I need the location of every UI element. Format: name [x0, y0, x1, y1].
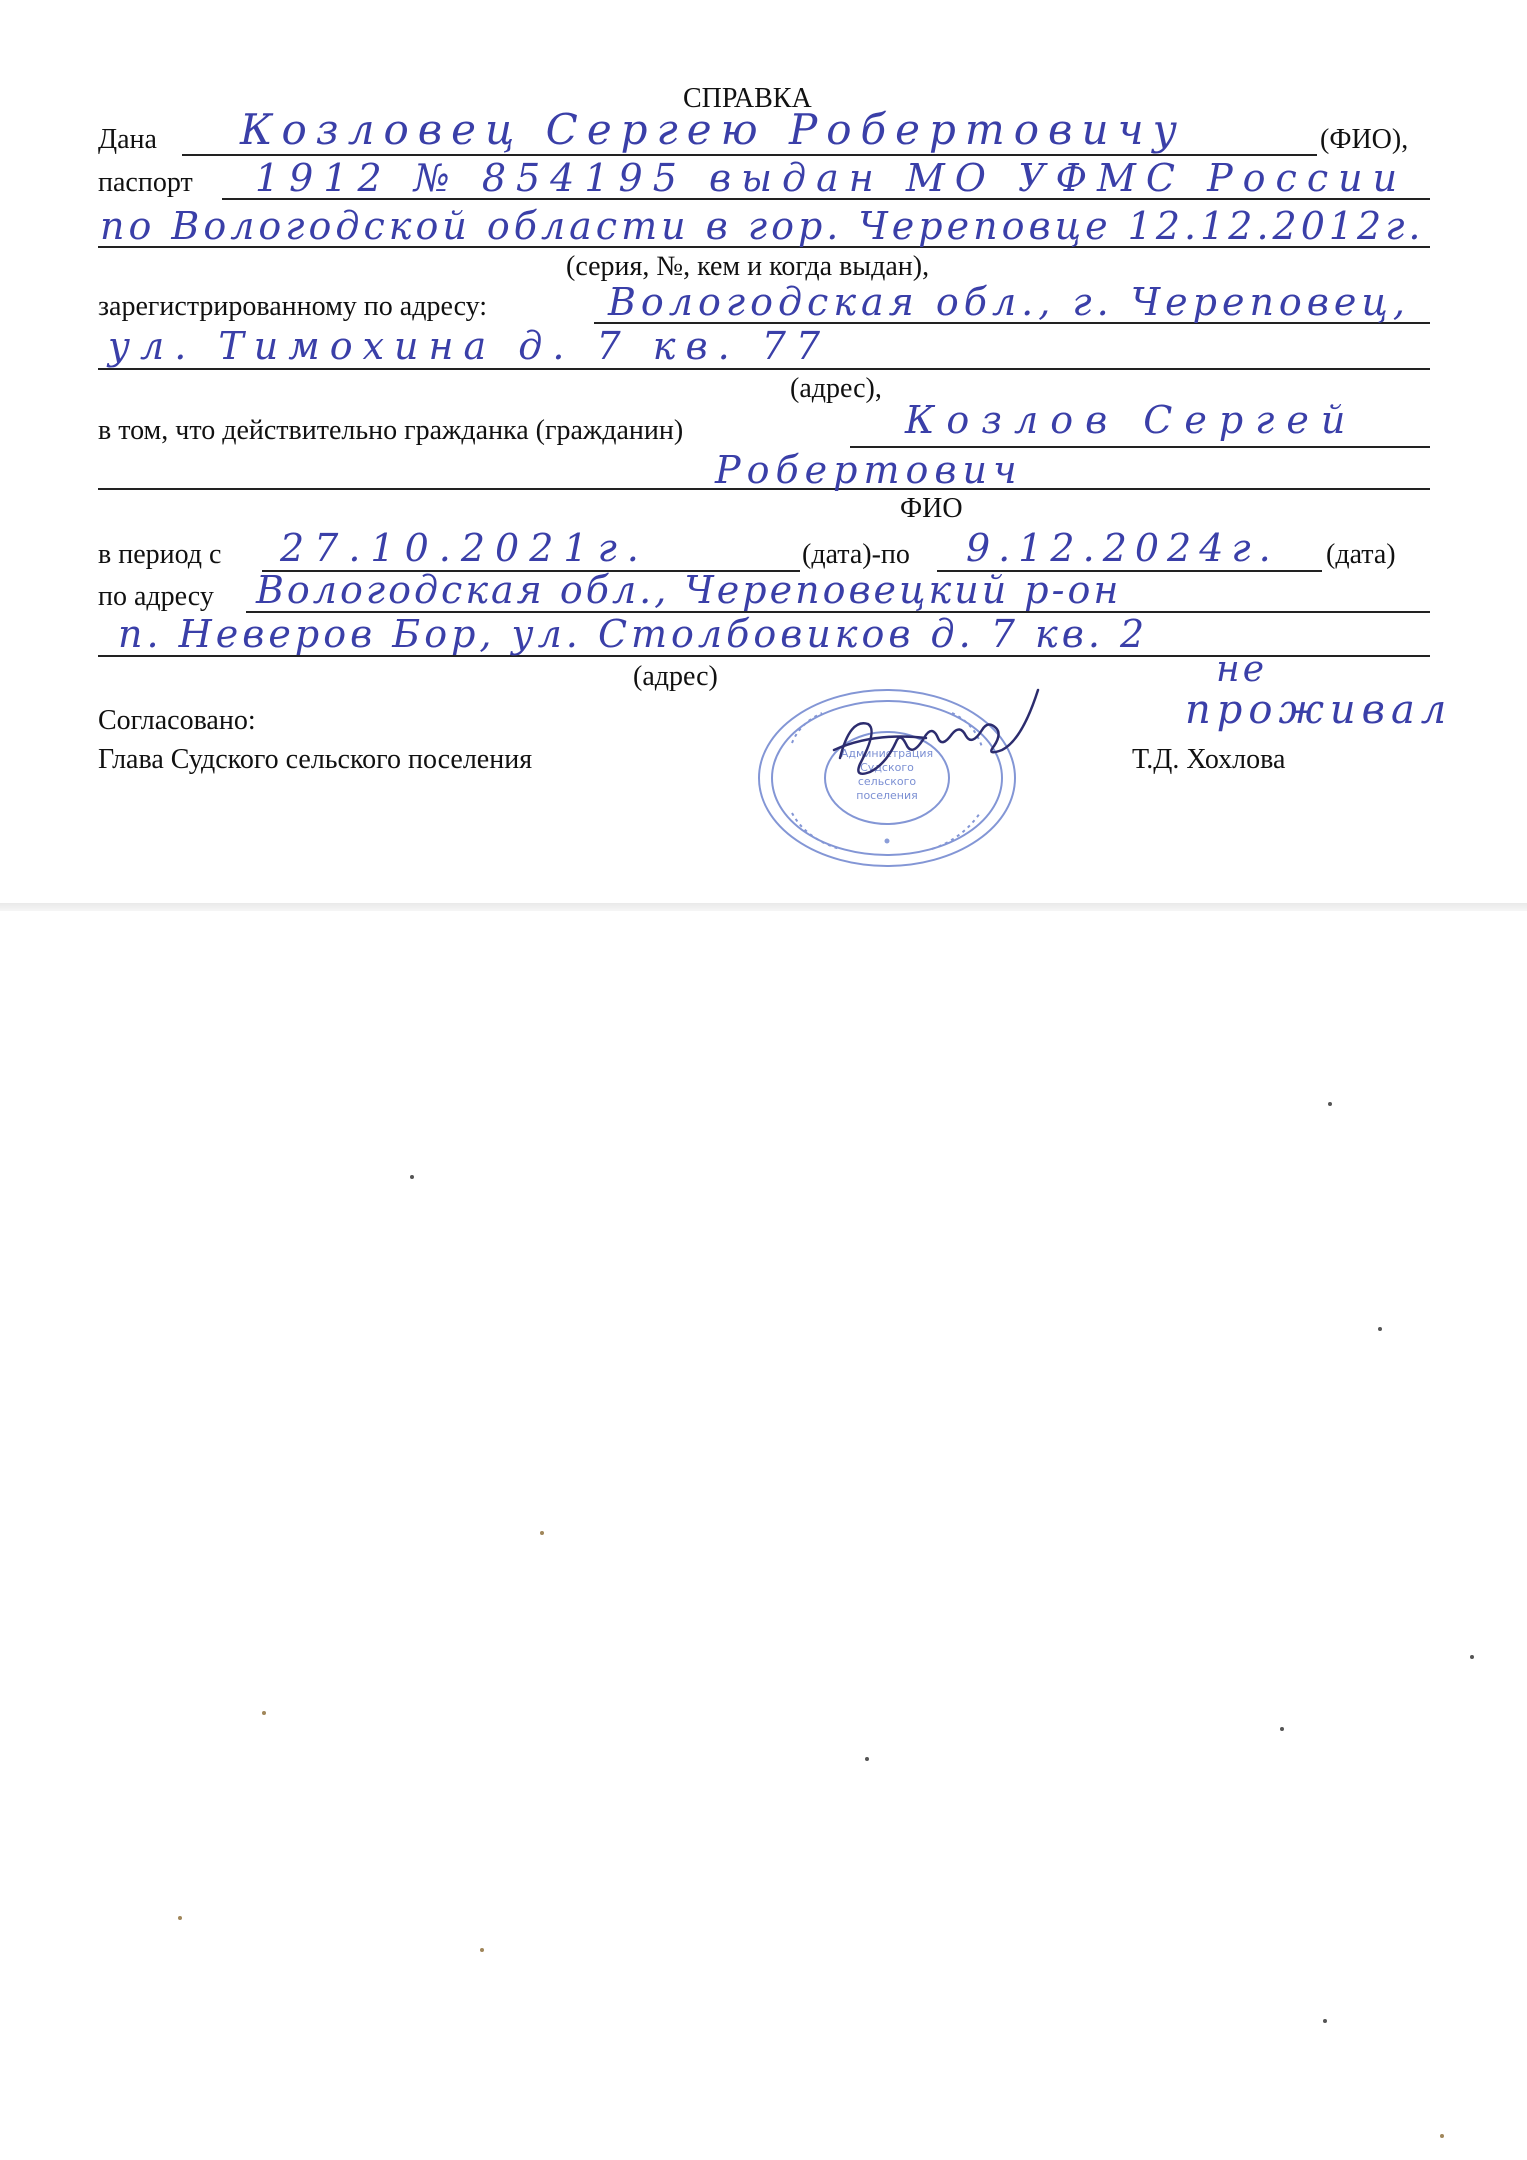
- handwritten-address2-line1: Вологодская обл., Череповецкий р-он: [256, 568, 1122, 612]
- document-title: СПРАВКА: [683, 83, 812, 114]
- caption-address-1: (адрес),: [790, 373, 882, 404]
- scan-speck: [1470, 1655, 1474, 1659]
- caption-address-2: (адрес): [633, 661, 718, 692]
- handwritten-note-ne: не: [1216, 649, 1268, 690]
- handwritten-passport-line2: по Вологодской области в гор. Череповце 12.12.2012г.: [100, 204, 1425, 248]
- handwritten-fio-line1: Козлов Сергей: [905, 398, 1358, 442]
- label-period-from: в период с: [98, 539, 222, 570]
- scan-speck: [410, 1175, 414, 1179]
- label-head-name: Т.Д. Хохлова: [1132, 744, 1286, 775]
- caption-passport: (серия, №, кем и когда выдан),: [566, 251, 930, 282]
- scan-speck: [1323, 2019, 1327, 2023]
- label-certify: в том, что действительно гражданка (гражданин): [98, 415, 684, 446]
- reg-address-line-2: [98, 368, 1430, 370]
- scan-speck: [1378, 1327, 1382, 1331]
- handwritten-passport-line1: 1912 № 854195 выдан МО УФМС России: [255, 156, 1408, 200]
- label-fio-suffix: (ФИО),: [1320, 124, 1409, 155]
- handwritten-signature: [820, 688, 1080, 798]
- handwritten-address2-line2: п. Неверов Бор, ул. Столбовиков д. 7 кв. 2: [118, 612, 1149, 656]
- label-date-2: (дата): [1326, 539, 1396, 570]
- scan-speck: [262, 1711, 266, 1715]
- handwritten-reg-address-line2: ул. Тимохина д. 7 кв. 77: [108, 324, 831, 368]
- handwritten-date-to: 9.12.2024г.: [966, 526, 1279, 570]
- handwritten-note-prozhival: проживал: [1185, 687, 1453, 733]
- label-date-1: (дата)-по: [802, 539, 910, 570]
- handwritten-reg-address-line1: Вологодская обл., г. Череповец,: [608, 280, 1411, 324]
- label-head: Глава Судского сельского поселения: [98, 744, 533, 775]
- handwritten-fio-dative: Козловец Сергею Робертовичу: [240, 105, 1186, 154]
- label-issued: Дана: [98, 124, 157, 155]
- scan-speck: [178, 1916, 182, 1920]
- stamp-text-line-2: Судского: [860, 761, 914, 774]
- label-registered: зарегистрированному по адресу:: [98, 291, 488, 322]
- label-at-address: по адресу: [98, 581, 214, 612]
- handwritten-date-from: 27.10.2021г.: [280, 526, 649, 570]
- handwritten-fio-line2: Робертович: [715, 448, 1023, 492]
- paper-fold: [0, 903, 1527, 911]
- label-passport: паспорт: [98, 167, 193, 198]
- scan-speck: [865, 1757, 869, 1761]
- stamp-text-line-1: Администрация: [840, 747, 934, 760]
- scan-speck: [1280, 1727, 1284, 1731]
- caption-fio: ФИО: [900, 493, 963, 524]
- scan-speck: [480, 1948, 484, 1952]
- scan-speck: [540, 1531, 544, 1535]
- label-agreed: Согласовано:: [98, 705, 256, 736]
- scan-speck: [1440, 2134, 1444, 2138]
- stamp-text-line-4: поселения: [856, 789, 918, 802]
- scan-speck: [1328, 1102, 1332, 1106]
- stamp-text-line-3: сельского: [857, 775, 917, 788]
